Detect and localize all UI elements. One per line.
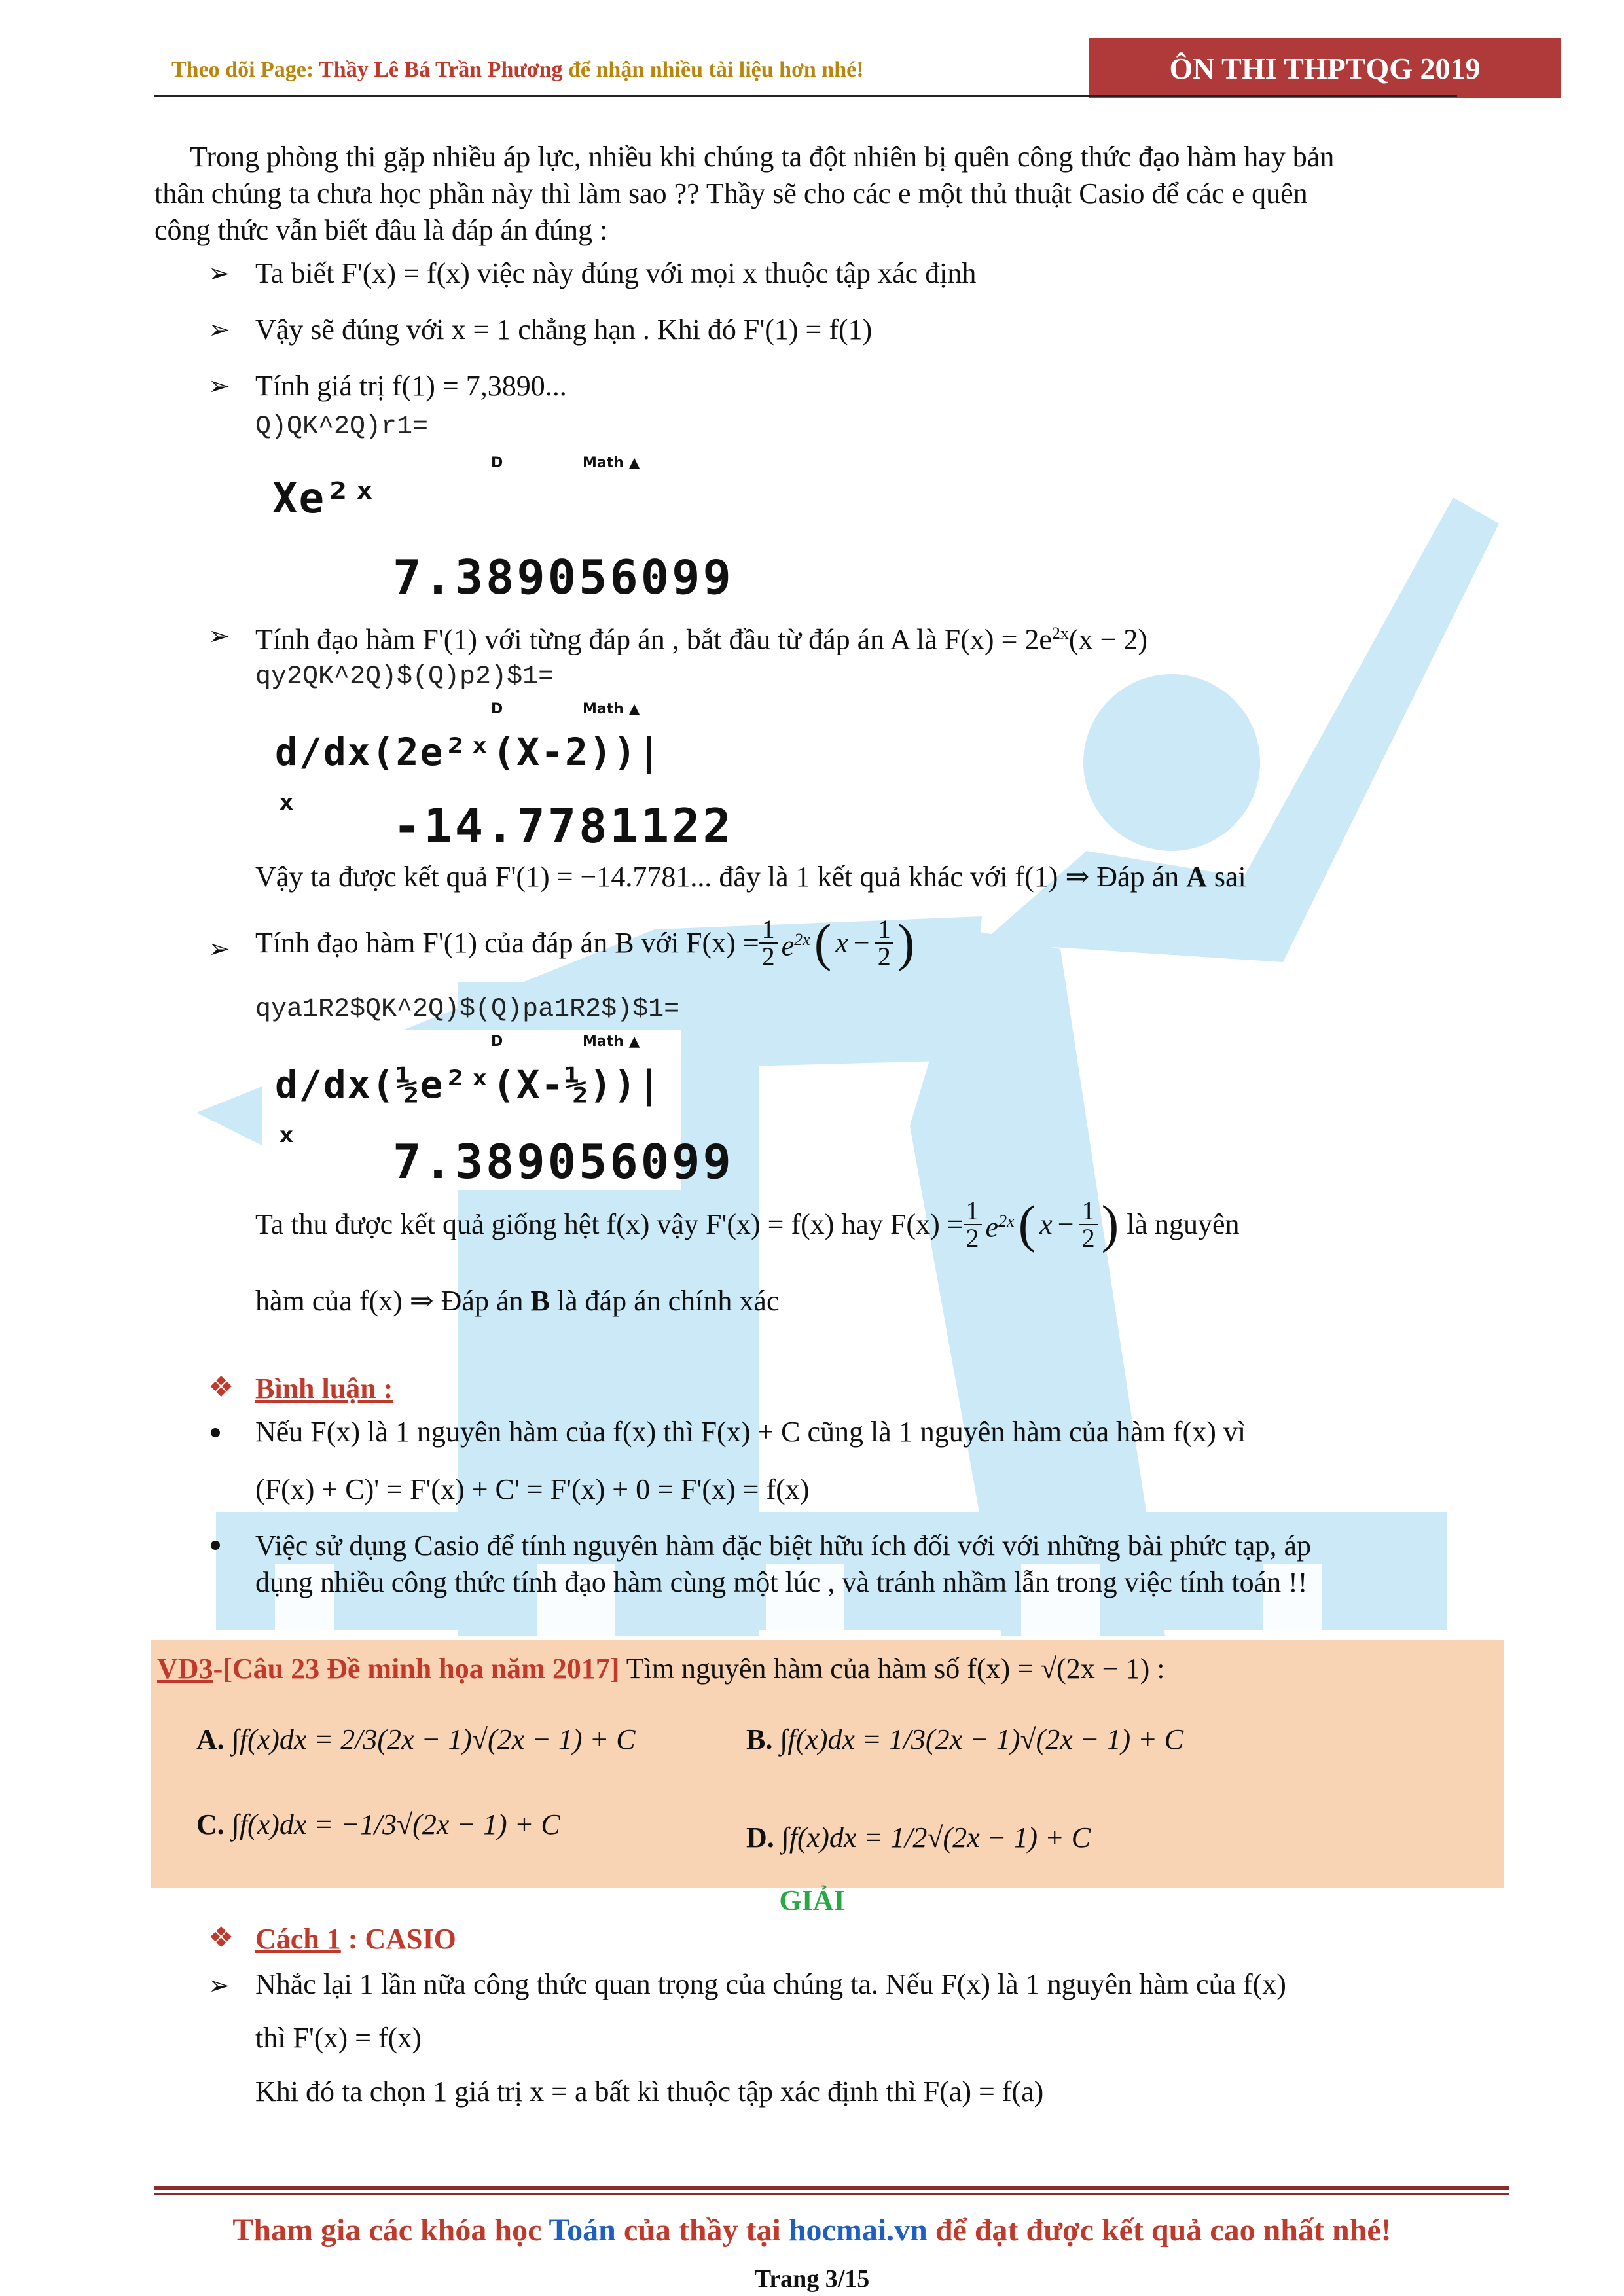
intro-line-2: thân chúng ta chưa học phần này thì làm sao ?? Thầy sẽ cho các e một thủ thuật Casio để các e quên (154, 177, 1308, 209)
fraction-half-3: $\frac{1}{2}$ (964, 1198, 982, 1251)
follow-suffix: để nhận nhiều tài liệu hơn nhé! (562, 58, 864, 82)
var-x: x (835, 927, 848, 959)
method-1-label: Cách 1 (255, 1923, 341, 1955)
footer-promo-e: để đạt được kết quả cao nhất nhé! (927, 2213, 1392, 2248)
step-3-text: Tính giá trị f(1) = 7,3890... (255, 370, 567, 402)
step-5-text-main: Tính đạo hàm F'(1) của đáp án B với F(x) = (255, 927, 759, 959)
minus-sign: − (1057, 1208, 1074, 1240)
step-5-result-line-2 (255, 1283, 779, 1319)
option-d[interactable] (746, 1820, 1091, 1856)
screen-2-result: -14.7781122 (393, 798, 734, 853)
screen-3-expression: d/dx(½e²ˣ(X-½))|ₓ (275, 1062, 662, 1151)
fraction-half-2: $\frac{1}{2}$ (875, 916, 893, 970)
step-5-text (255, 916, 914, 970)
step-4-text-main: Tính đạo hàm F'(1) với từng đáp án , bắt đầu từ đáp án A là F(x) = 2e (255, 623, 1052, 656)
option-b[interactable] (746, 1721, 1183, 1758)
header-follow-text (171, 58, 864, 82)
step-5-result-suffix: là nguyên (1127, 1208, 1240, 1240)
intro-line-3: công thức vẫn biết đâu là đáp án đúng : (154, 214, 608, 246)
fraction-half: $\frac{1}{2}$ (759, 916, 778, 970)
answer-a-label: A (1186, 861, 1207, 893)
example-source: -[Câu 23 Đề minh họa năm 2017] (213, 1653, 620, 1685)
example-question (157, 1651, 1165, 1687)
option-d-label: D. (746, 1821, 774, 1854)
round-bullet-icon (211, 1428, 220, 1441)
paren-close: ) (1101, 1196, 1119, 1253)
minus-sign: − (853, 927, 870, 959)
paren-open: ( (1018, 1196, 1036, 1253)
paren-open: ( (814, 914, 832, 972)
option-a-expr: ∫f(x)dx = 2/3(2x − 1)√(2x − 1) + C (231, 1723, 636, 1755)
method-1-line-2: thì F'(x) = f(x) (255, 2022, 422, 2054)
page-number: Trang 3/15 (754, 2265, 870, 2293)
comment-b2-line-2: dụng nhiều công thức tính đạo hàm cùng một lúc , và tránh nhầm lẫn trong việc tính toán !! (255, 1566, 1308, 1598)
arrow-bullet-icon: ➢ (208, 621, 230, 651)
step-5-result-line-2-end: là đáp án chính xác (549, 1285, 780, 1317)
deg-indicator-icon: D (491, 1033, 503, 1050)
math-indicator: Math ▲ (583, 701, 640, 717)
step-4-exponent: 2x (1051, 624, 1069, 643)
answer-b-label: B (530, 1285, 550, 1317)
example-tag: VD3 (157, 1653, 213, 1685)
footer-divider-thin (154, 2193, 1509, 2195)
calculator-screen-3 (262, 1030, 734, 1190)
screen-3-result: 7.389056099 (393, 1134, 734, 1189)
method-1-suffix: : CASIO (340, 1923, 456, 1955)
step-2-text: Vậy sẽ đúng với x = 1 chẳng hạn . Khi đó F'(1) = f(1) (255, 314, 873, 346)
step-5-result (255, 1198, 1240, 1251)
step-4-conclusion (255, 859, 1246, 895)
method-1-line-3: Khi đó ta chọn 1 giá trị x = a bất kì thuộc tập xác định thì F(a) = f(a) (255, 2075, 1044, 2108)
arrow-bullet-icon: ➢ (208, 371, 230, 401)
round-bullet-icon (211, 1541, 220, 1553)
step-4-conclusion-end: sai (1206, 861, 1246, 893)
step-4-text-end: (x − 2) (1068, 623, 1148, 656)
comment-b2-line-1: Việc sử dụng Casio để tính nguyên hàm đặc biệt hữu ích đối với với những bài phức tạp, áp (255, 1530, 1311, 1562)
footer-site-link[interactable]: hocmai.vn (788, 2213, 928, 2248)
option-c-expr: ∫f(x)dx = −1/3√(2x − 1) + C (231, 1808, 560, 1840)
footer-promo (0, 2212, 1624, 2248)
step-5-result-text: Ta thu được kết quả giống hệt f(x) vậy F'(x) = f(x) hay F(x) = (255, 1208, 964, 1240)
calculator-screen-2 (262, 697, 734, 854)
header-divider (154, 95, 1457, 97)
footer-promo-c: của thầy tại (615, 2213, 789, 2248)
arrow-bullet-icon: ➢ (208, 1971, 230, 2000)
screen-2-expression: d/dx(2e²ˣ(X-2))|ₓ (275, 730, 662, 819)
screen-1-result: 7.389056099 (393, 550, 734, 605)
casio-keys-1: Q)QK^2Q)r1= (255, 412, 429, 442)
solution-title: GIẢI (779, 1884, 845, 1916)
exp-term: $e^{2x}$ (985, 1211, 1015, 1244)
follow-prefix: Theo dõi Page: (171, 58, 319, 82)
arrow-bullet-icon: ➢ (208, 259, 230, 288)
step-5-result-line-2-text: hàm của f(x) ⇒ Đáp án (255, 1285, 531, 1317)
deg-indicator-icon: D (491, 701, 503, 717)
diamond-bullet-icon: ❖ (208, 1922, 234, 1954)
exp-term: $e^{2x}$ (781, 929, 810, 962)
calculator-screen-1 (262, 448, 734, 609)
footer-subject: Toán (549, 2213, 616, 2248)
option-d-expr: ∫f(x)dx = 1/2√(2x − 1) + C (781, 1821, 1091, 1854)
option-c-label: C. (196, 1808, 225, 1840)
footer-promo-a: Tham gia các khóa học (232, 2213, 549, 2248)
deg-indicator-icon: D (491, 455, 503, 471)
option-b-expr: ∫f(x)dx = 1/3(2x − 1)√(2x − 1) + C (780, 1723, 1184, 1755)
brand-link[interactable]: Thầy Lê Bá Trần Phương (319, 58, 563, 82)
option-b-label: B. (746, 1723, 773, 1755)
fraction-half-4: $\frac{1}{2}$ (1079, 1198, 1098, 1251)
header-badge: ÔN THI THPTQG 2019 (1089, 38, 1561, 98)
arrow-bullet-icon: ➢ (208, 315, 230, 344)
footer-divider (154, 2186, 1509, 2190)
casio-keys-3: qya1R2$QK^2Q)$(Q)pa1R2$)$1= (255, 995, 680, 1024)
option-c[interactable] (196, 1806, 560, 1843)
intro-line-1: Trong phòng thi gặp nhiều áp lực, nhiều khi chúng ta đột nhiên bị quên công thức đạo hàm hay bản (190, 141, 1335, 173)
casio-keys-2: qy2QK^2Q)$(Q)p2)$1= (255, 662, 554, 692)
comment-b1-line-2: (F(x) + C)' = F'(x) + C' = F'(x) + 0 = F'(x) = f(x) (255, 1473, 810, 1505)
step-4-text (255, 615, 1147, 658)
step-4-conclusion-text: Vậy ta được kết quả F'(1) = −14.7781... đây là 1 kết quả khác với f(1) ⇒ Đáp án (255, 861, 1187, 893)
option-a-label: A. (196, 1723, 225, 1755)
math-indicator: Math ▲ (583, 1033, 640, 1050)
diamond-bullet-icon: ❖ (208, 1371, 234, 1403)
var-x: x (1039, 1208, 1053, 1240)
arrow-bullet-icon: ➢ (208, 934, 230, 963)
screen-1-expression: Xe²ˣ (272, 475, 379, 523)
example-question-text: Tìm nguyên hàm của hàm số f(x) = √(2x − 1) : (619, 1653, 1165, 1685)
method-1-title (255, 1921, 456, 1958)
option-a[interactable] (196, 1721, 636, 1758)
math-indicator: Math ▲ (583, 455, 640, 471)
comment-b1-line-1: Nếu F(x) là 1 nguyên hàm của f(x) thì F(x) + C cũng là 1 nguyên hàm của hàm f(x) vì (255, 1416, 1246, 1448)
comment-title: Bình luận : (255, 1372, 393, 1405)
method-1-line-1: Nhắc lại 1 lần nữa công thức quan trọng của chúng ta. Nếu F(x) là 1 nguyên hàm của f(x) (255, 1968, 1286, 2000)
paren-close: ) (897, 914, 915, 972)
step-1-text: Ta biết F'(x) = f(x) việc này đúng với mọi x thuộc tập xác định (255, 257, 977, 289)
